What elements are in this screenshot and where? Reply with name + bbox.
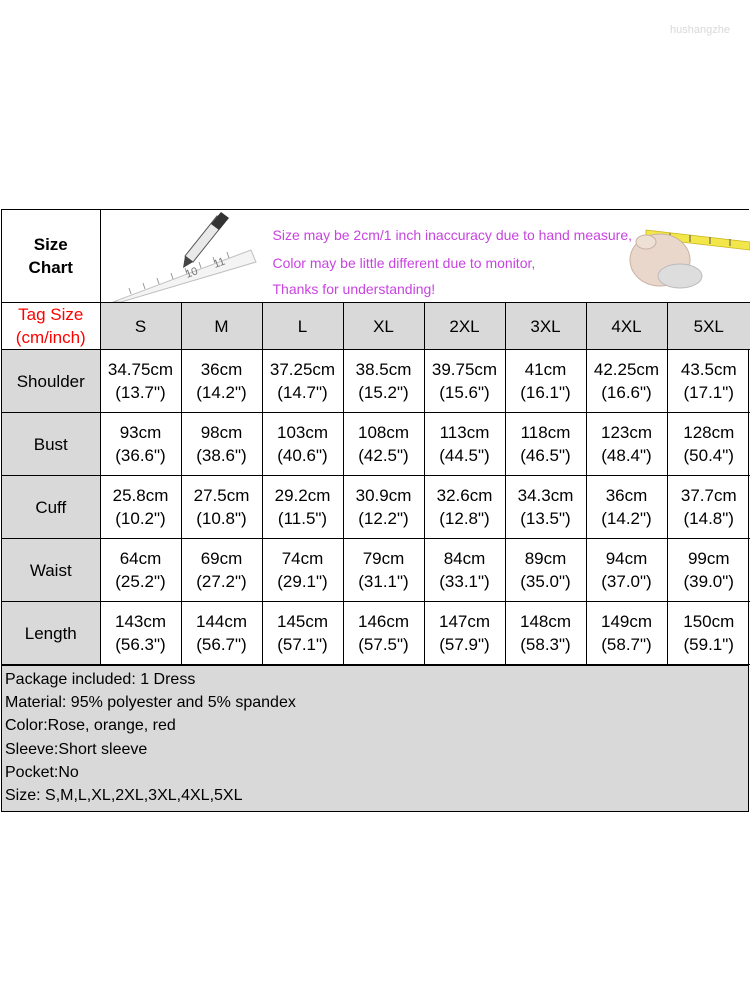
table-cell: 43.5cm (17.1") xyxy=(667,350,750,413)
table-cell: 69cm (27.2") xyxy=(181,539,262,602)
table-cell: 37.25cm (14.7") xyxy=(262,350,343,413)
ruler-icon xyxy=(113,250,256,302)
table-cell: 34.75cm (13.7") xyxy=(100,350,181,413)
table-cell: 32.6cm (12.8") xyxy=(424,476,505,539)
table-cell: 74cm (29.1") xyxy=(262,539,343,602)
table-cell: 128cm (50.4") xyxy=(667,413,750,476)
size-chart xyxy=(1,209,749,812)
table-cell: 79cm (31.1") xyxy=(343,539,424,602)
notice-line-3: Thanks for understanding! xyxy=(272,281,436,297)
table-cell: 148cm (58.3") xyxy=(505,602,586,665)
table-cell: 36cm (14.2") xyxy=(181,350,262,413)
size-header-row xyxy=(2,303,750,350)
tag-size-label xyxy=(2,303,100,350)
tag-size-line1: Tag Size xyxy=(18,305,84,324)
table-row-shoulder xyxy=(2,350,750,413)
table-cell: 149cm (58.7") xyxy=(586,602,667,665)
table-cell: 94cm (37.0") xyxy=(586,539,667,602)
note-size: Size: S,M,L,XL,2XL,3XL,4XL,5XL xyxy=(5,787,243,805)
chart-title-line1: Size xyxy=(33,235,68,254)
row-label-shoulder: Shoulder xyxy=(2,350,100,413)
size-xl: XL xyxy=(343,303,424,350)
chart-title xyxy=(2,210,100,303)
table-cell: 123cm (48.4") xyxy=(586,413,667,476)
notice-line-2: Color may be little different due to monitor, xyxy=(272,255,536,271)
svg-text:11: 11 xyxy=(211,255,227,271)
table-cell: 113cm (44.5") xyxy=(424,413,505,476)
size-m: M xyxy=(181,303,262,350)
table-cell: 36cm (14.2") xyxy=(586,476,667,539)
svg-text:10: 10 xyxy=(183,265,200,281)
table-cell: 30.9cm (12.2") xyxy=(343,476,424,539)
table-cell: 98cm (38.6") xyxy=(181,413,262,476)
row-label-bust: Bust xyxy=(2,413,100,476)
table-cell: 108cm (42.5") xyxy=(343,413,424,476)
size-4xl: 4XL xyxy=(586,303,667,350)
table-cell: 39.75cm (15.6") xyxy=(424,350,505,413)
size-3xl: 3XL xyxy=(505,303,586,350)
note-material: Material: 95% polyester and 5% spandex xyxy=(5,694,296,712)
size-l: L xyxy=(262,303,343,350)
note-package: Package included: 1 Dress xyxy=(5,671,196,688)
tag-size-line2: (cm/inch) xyxy=(15,328,86,347)
table-cell: 118cm (46.5") xyxy=(505,413,586,476)
size-s: S xyxy=(100,303,181,350)
table-cell: 146cm (57.5") xyxy=(343,602,424,665)
note-sleeve: Sleeve:Short sleeve xyxy=(5,740,148,758)
row-label-length: Length xyxy=(2,602,100,665)
size-table xyxy=(2,210,750,665)
table-cell: 144cm (56.7") xyxy=(181,602,262,665)
row-label-cuff: Cuff xyxy=(2,476,100,539)
size-5xl: 5XL xyxy=(667,303,750,350)
table-cell: 34.3cm (13.5") xyxy=(505,476,586,539)
watermark: hushangzhe xyxy=(670,24,730,36)
pencil-ruler-icon xyxy=(101,210,271,302)
table-cell: 143cm (56.3") xyxy=(100,602,181,665)
table-cell: 147cm (57.9") xyxy=(424,602,505,665)
table-cell: 84cm (33.1") xyxy=(424,539,505,602)
table-cell: 29.2cm (11.5") xyxy=(262,476,343,539)
table-row-waist xyxy=(2,539,750,602)
table-cell: 41cm (16.1") xyxy=(505,350,586,413)
table-row-bust xyxy=(2,413,750,476)
note-color: Color:Rose, orange, red xyxy=(5,717,176,735)
header-row xyxy=(2,210,750,303)
hand-with-tape-measure-icon xyxy=(600,210,750,302)
table-cell: 42.25cm (16.6") xyxy=(586,350,667,413)
table-cell: 27.5cm (10.8") xyxy=(181,476,262,539)
table-cell: 38.5cm (15.2") xyxy=(343,350,424,413)
chart-title-line2: Chart xyxy=(28,258,73,277)
notice-banner xyxy=(100,210,750,303)
note-pocket: Pocket:No xyxy=(5,763,79,781)
size-2xl: 2XL xyxy=(424,303,505,350)
table-row-cuff xyxy=(2,476,750,539)
table-cell: 64cm (25.2") xyxy=(100,539,181,602)
table-cell: 103cm (40.6") xyxy=(262,413,343,476)
table-cell: 150cm (59.1") xyxy=(667,602,750,665)
table-cell: 37.7cm (14.8") xyxy=(667,476,750,539)
table-cell: 93cm (36.6") xyxy=(100,413,181,476)
table-cell: 25.8cm (10.2") xyxy=(100,476,181,539)
table-cell: 99cm (39.0") xyxy=(667,539,750,602)
table-cell: 89cm (35.0") xyxy=(505,539,586,602)
table-row-length xyxy=(2,602,750,665)
row-label-waist: Waist xyxy=(2,539,100,602)
notice-line-1: Size may be 2cm/1 inch inaccuracy due to hand measure, xyxy=(272,227,633,243)
product-notes xyxy=(2,665,748,811)
table-cell: 145cm (57.1") xyxy=(262,602,343,665)
